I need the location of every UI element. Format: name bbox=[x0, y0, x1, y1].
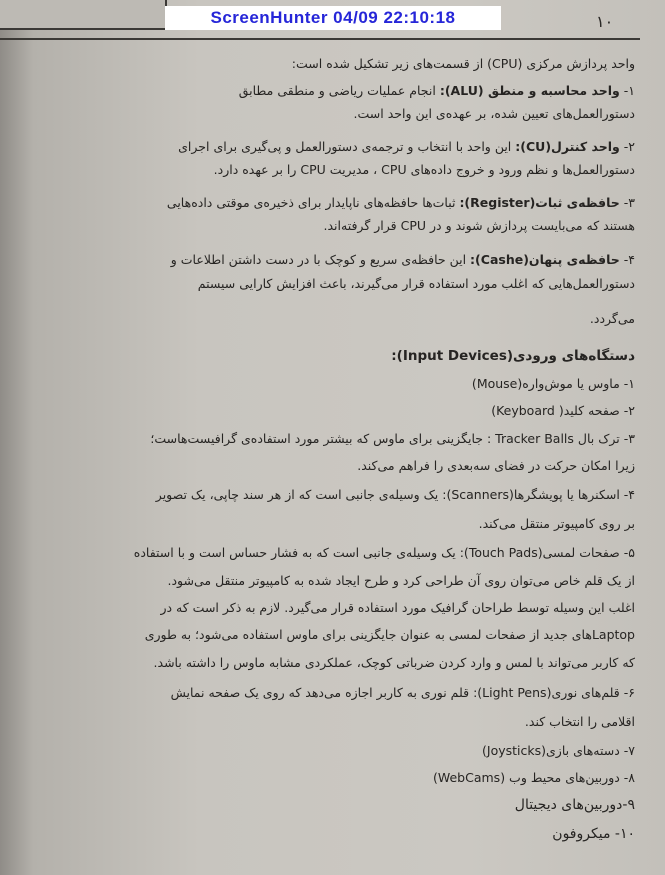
cpu-item-2-cont: دستورالعمل‌ها و نظم ورود و خروج داده‌های CPU ، مدیریت CPU را بر عهده دارد. bbox=[213, 162, 635, 177]
input-line-9: اغلب این وسیله توسط طراحان گرافیک مورد استفاده قرار می‌گیرد. لازم به ذکر است که در bbox=[160, 600, 635, 615]
cpu-item-1-term: واحد محاسبه و منطق (ALU): bbox=[439, 83, 620, 98]
input-line-6: بر روی کامپیوتر منتقل می‌کند. bbox=[478, 516, 635, 531]
cpu-item-3-term: حافظه‌ی ثبات(Register): bbox=[459, 195, 620, 210]
page-number: ۱۰ bbox=[596, 12, 614, 31]
cpu-item-4-term: حافظه‌ی پنهان(Cashe): bbox=[470, 252, 620, 267]
screenhunter-watermark: ScreenHunter 04/09 22:10:18 bbox=[165, 6, 501, 30]
header-tab bbox=[0, 0, 167, 30]
cpu-item-4: ۴- حافظه‌ی پنهان(Cashe): این حافظه‌ی سریع و کوچک با در دست داشتن اطلاعات و bbox=[170, 252, 635, 267]
input-line-16: ۹-دوربین‌های دیجیتال bbox=[514, 797, 635, 813]
cpu-item-4-cont2: می‌گردد. bbox=[589, 311, 635, 326]
input-line-17: ۱۰- میکروفون bbox=[552, 826, 635, 842]
cpu-item-1-cont: دستورالعمل‌های تعیین شده، بر عهده‌ی این واحد است. bbox=[353, 106, 635, 121]
input-line-7: ۵- صفحات لمسی(Touch Pads): یک وسیله‌ی جانبی است که به فشار حساس است و با استفاده bbox=[133, 545, 635, 560]
input-line-5: ۴- اسکنرها یا پویشگرها(Scanners): یک وسیله‌ی جانبی است که از هر سند چاپی، یک تصویر bbox=[155, 487, 635, 502]
input-line-10: Laptopهای جدید از صفحات لمسی به عنوان جایگزینی برای ماوس استفاده می‌شود؛ به طوری bbox=[144, 627, 635, 642]
header-rule bbox=[0, 38, 640, 40]
cpu-item-3: ۳- حافظه‌ی ثبات(Register): ثبات‌ها حافظه‌های ناپایدار برای ذخیره‌ی موقتی داده‌هایی bbox=[166, 195, 635, 210]
input-line-3: ۳- ترک بال Tracker Balls : جایگزینی برای ماوس که بیشتر مورد استفاده‌ی گرافیست‌هاست؛ bbox=[150, 431, 635, 446]
input-line-14: ۷- دسته‌های بازی(Joysticks) bbox=[482, 743, 635, 758]
input-devices-heading: دستگاه‌های ورودی(Input Devices): bbox=[391, 348, 635, 364]
cpu-item-1: ۱- واحد محاسبه و منطق (ALU): انجام عملیات ریاضی و منطقی مطابق bbox=[238, 83, 635, 98]
input-line-11: که کاربر می‌تواند با لمس و وارد کردن ضرباتی کوچک، عملکردی مشابه ماوس را داشته باشد. bbox=[153, 655, 635, 670]
cpu-item-3-cont: هستند که می‌بایست پردازش شوند و در CPU قرار گرفته‌اند. bbox=[323, 218, 635, 233]
input-line-12: ۶- قلم‌های نوری(Light Pens): قلم نوری به کاربر اجازه می‌دهد که روی یک صفحه نمایش bbox=[170, 685, 635, 700]
cpu-intro: واحد پردازش مرکزی (CPU) از قسمت‌های زیر تشکیل شده است: bbox=[291, 56, 635, 71]
input-line-13: اقلامی را انتخاب کند. bbox=[524, 714, 635, 729]
input-line-2: ۲- صفحه کلید( Keyboard) bbox=[491, 403, 635, 418]
cpu-item-2-term: واحد کنترل(CU): bbox=[515, 139, 620, 154]
cpu-item-4-cont: دستورالعمل‌هایی که اغلب مورد استفاده قرار می‌گیرند، باعث افزایش کارایی سیستم bbox=[197, 276, 635, 291]
input-line-15: ۸- دوربین‌های محیط وب (WebCams) bbox=[432, 770, 635, 785]
input-line-1: ۱- ماوس یا موش‌واره(Mouse) bbox=[471, 376, 635, 391]
input-line-8: از یک قلم خاص می‌توان روی آن طراحی کرد و طرح ایجاد شده به کامپیوتر منتقل می‌شود. bbox=[167, 573, 635, 588]
input-line-4: زیرا امکان حرکت در فضای سه‌بعدی را فراهم می‌کند. bbox=[357, 458, 635, 473]
cpu-item-2: ۲- واحد کنترل(CU): این واحد با انتخاب و ترجمه‌ی دستورالعمل و پی‌گیری برای اجرای bbox=[178, 139, 635, 154]
